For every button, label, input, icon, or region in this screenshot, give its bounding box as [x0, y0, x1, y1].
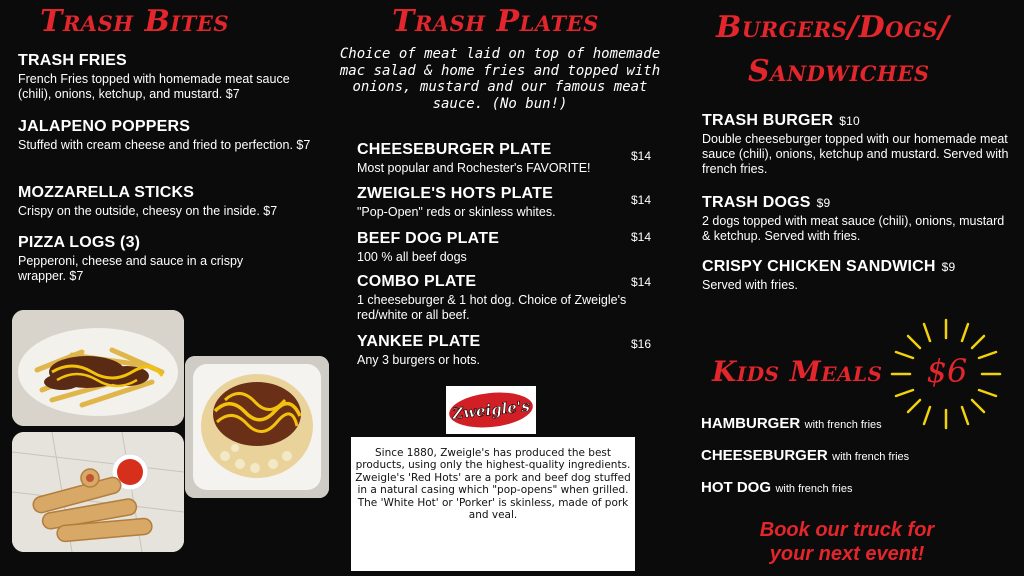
list-item	[701, 447, 1001, 479]
list-item	[18, 234, 326, 284]
item-side: with french fries	[775, 483, 853, 495]
burgers-list	[702, 112, 1012, 293]
item-price: $14	[630, 193, 651, 207]
kids-title: Kids Meals	[712, 355, 883, 388]
zweigles-info-text: Since 1880, Zweigle's has produced the best products, using only the highest-quality ingredients. Zweigle's 'Red Hots' are a pork and beef dog stuffed in a natural casing which "pop-opens" when grilled. The 'White Hot' or 'Porker' is skinless, made of pork and veal.	[355, 447, 631, 522]
item-name: PIZZA LOGS (3)	[18, 234, 141, 251]
item-price: $16	[630, 337, 651, 351]
list-item	[18, 118, 326, 184]
item-description: Most popular and Rochester's FAVORITE!	[357, 161, 591, 175]
item-description: Crispy on the outside, cheesy on the inside. $7	[18, 204, 278, 218]
item-name	[702, 258, 1012, 276]
list-item	[701, 415, 1001, 447]
item-description: Double cheeseburger topped with our homemade meat sauce (chili), onions, ketchup and mustard. Served with french fries.	[702, 132, 1009, 176]
trash-plate-photo	[185, 356, 329, 498]
list-item	[702, 258, 1012, 293]
item-name: MOZZARELLA STICKS	[18, 184, 195, 201]
item-name-text: TRASH DOGS	[702, 194, 811, 211]
item-name: JALAPENO POPPERS	[18, 118, 191, 135]
item-name	[702, 112, 1012, 130]
item-name: BEEF DOG PLATE	[357, 230, 500, 247]
list-item	[18, 52, 326, 118]
list-item	[701, 479, 1001, 497]
item-description: French Fries topped with homemade meat sauce (chili), onions, ketchup, and mustard. $7	[18, 72, 290, 101]
list-item	[357, 333, 651, 368]
list-item	[357, 273, 651, 333]
item-price: $14	[630, 275, 651, 289]
item-name	[702, 194, 1012, 212]
item-name: HAMBURGER	[701, 415, 801, 432]
item-name: TRASH FRIES	[18, 52, 127, 69]
item-price: $9	[941, 260, 956, 274]
item-name-text: TRASH BURGER	[702, 112, 834, 129]
item-description: "Pop-Open" reds or skinless whites.	[357, 205, 556, 219]
item-price: $10	[839, 114, 860, 128]
list-item	[357, 185, 651, 230]
burgers-title: Burgers/Dogs/	[716, 10, 950, 45]
kids-list	[701, 415, 1001, 497]
item-description: Served with fries.	[702, 278, 798, 292]
book-truck-cta	[722, 518, 972, 566]
bites-title: Trash Bites	[40, 4, 229, 39]
cta-line-1: Book our truck for	[759, 519, 935, 541]
cta-line-2: your next event!	[769, 543, 925, 565]
item-price: $14	[630, 149, 651, 163]
pizza-logs-photo	[12, 432, 184, 552]
list-item	[357, 141, 651, 185]
item-name: ZWEIGLE'S HOTS PLATE	[357, 185, 553, 202]
kids-price: $6	[926, 352, 968, 390]
list-item	[357, 230, 651, 273]
plates-intro: Choice of meat laid on top of homemade mac salad & home fries and topped with onions, mustard and our famous meat sauce. (No bun!)	[339, 46, 661, 112]
item-name: COMBO PLATE	[357, 273, 477, 290]
item-side: with french fries	[832, 451, 910, 463]
zweigles-info-box	[351, 437, 635, 571]
item-price: $14	[630, 230, 651, 244]
burgers-title-line2: Sandwiches	[748, 54, 930, 89]
item-price: $9	[816, 196, 831, 210]
item-name-text: CRISPY CHICKEN SANDWICH	[702, 258, 936, 275]
item-description: Pepperoni, cheese and sauce in a crispy wrapper. $7	[18, 254, 244, 283]
item-description: Any 3 burgers or hots.	[357, 353, 480, 367]
bites-list	[18, 52, 326, 284]
list-item	[702, 112, 1012, 194]
logo-badge	[447, 389, 534, 432]
item-name: CHEESEBURGER	[701, 447, 828, 464]
plates-title: Trash Plates	[392, 4, 599, 39]
item-description: 1 cheeseburger & 1 hot dog. Choice of Zweigle's red/white or all beef.	[357, 293, 627, 322]
list-item	[18, 184, 326, 234]
item-name: CHEESEBURGER PLATE	[357, 141, 552, 158]
list-item	[702, 194, 1012, 258]
item-name: HOT DOG	[701, 479, 771, 496]
trash-fries-photo	[12, 310, 184, 426]
item-description: 100 % all beef dogs	[357, 250, 467, 264]
item-description: Stuffed with cream cheese and fried to perfection. $7	[18, 138, 311, 152]
logo-text: Zweigle's	[451, 396, 531, 424]
item-name: YANKEE PLATE	[357, 333, 481, 350]
item-description: 2 dogs topped with meat sauce (chili), onions, mustard & ketchup. Served with fries.	[702, 214, 1005, 243]
zweigles-logo	[446, 386, 536, 434]
item-side: with french fries	[804, 419, 882, 431]
plates-list	[357, 141, 651, 368]
